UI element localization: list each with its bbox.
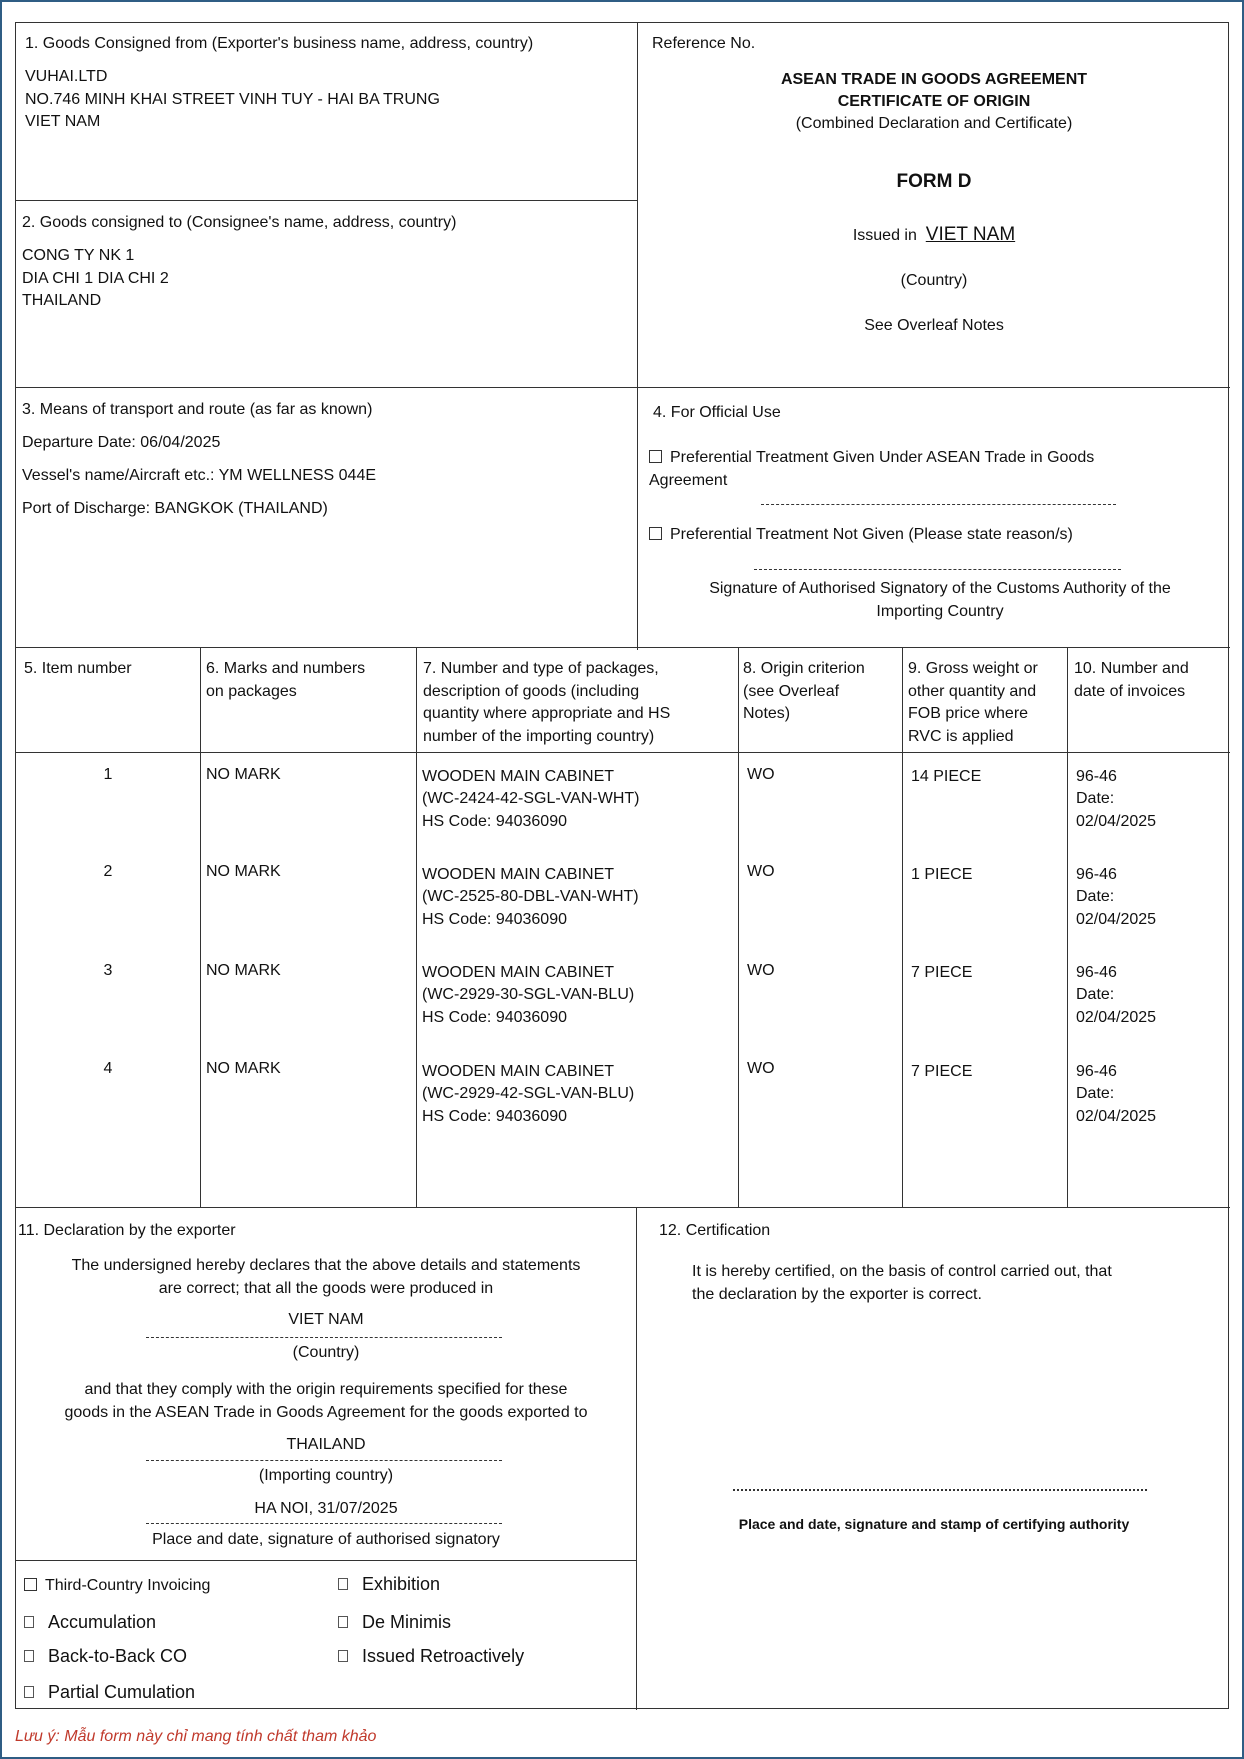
certification-text-1: It is hereby certified, on the basis of control carried out, that [692,1263,1112,1280]
certificate-form [15,22,1229,1709]
col-origin-1: 8. Origin criterion [743,660,865,677]
item-marks: NO MARK [206,766,281,783]
option-third-country-label: Third-Country Invoicing [45,1577,211,1594]
vessel-name: Vessel's name/Aircraft etc.: YM WELLNESS 044E [22,467,377,484]
item-hs: HS Code: 94036090 [422,911,567,928]
treatment-given-text: Preferential Treatment Given Under ASEAN Trade in Goods [670,449,1095,466]
item-desc: WOODEN MAIN CABINET [422,1063,615,1080]
col-invoices-1: 10. Number and [1074,660,1189,677]
item-number: 4 [103,1060,113,1077]
footer-note: Lưu ý: Mẫu form này chỉ mang tính chất tham khảo [15,1728,377,1745]
option-de-minimis[interactable] [338,1611,451,1634]
item-number: 2 [103,863,113,880]
treatment-not-given-text: Preferential Treatment Not Given (Please state reason/s) [670,526,1073,543]
box12-label: 12. Certification [659,1222,771,1239]
treatment-not-given-checkbox[interactable] [649,527,662,540]
item-qty: 1 PIECE [911,866,973,883]
item-desc: WOODEN MAIN CABINET [422,768,615,785]
item-invoice: 96-46 [1076,1063,1117,1080]
col-invoices-2: date of invoices [1074,683,1186,700]
col-marks-1: 6. Marks and numbers [206,660,366,677]
item-hs: HS Code: 94036090 [422,1108,567,1125]
accumulation-checkbox[interactable] [24,1616,34,1628]
item-invoice-date: 02/04/2025 [1076,1009,1157,1026]
item-hs: HS Code: 94036090 [422,813,567,830]
item-invoice-date-label: Date: [1076,790,1115,807]
agreement-title: ASEAN TRADE IN GOODS AGREEMENT [780,71,1088,88]
customs-signature-label: Signature of Authorised Signatory of the Customs Authority of the [709,580,1171,597]
declaration-text-1: The undersigned hereby declares that the above details and statements [71,1257,581,1274]
de-minimis-checkbox[interactable] [338,1616,348,1628]
item-origin: WO [747,1060,775,1077]
option-partial-cumulation[interactable] [24,1681,195,1704]
col-marks-2: on packages [206,683,297,700]
consignee-name: CONG TY NK 1 [22,247,135,264]
option-exhibition[interactable] [338,1573,440,1596]
col-packages-4: number of the importing country) [423,728,655,745]
treatment-given [649,446,1094,469]
col-weight-2: other quantity and [908,683,1037,700]
item-marks: NO MARK [206,962,281,979]
certificate-title: CERTIFICATE OF ORIGIN [837,93,1031,110]
item-qty: 7 PIECE [911,1063,973,1080]
option-partial-cumulation-label: Partial Cumulation [48,1682,196,1702]
consignee-country: THAILAND [22,292,102,309]
col-weight-3: FOB price where [908,705,1029,722]
box11-label: 11. Declaration by the exporter [18,1222,236,1239]
third-country-checkbox[interactable] [24,1578,37,1591]
col-weight-4: RVC is applied [908,728,1014,745]
col-origin-2: (see Overleaf [743,683,840,700]
item-marks: NO MARK [206,863,281,880]
item-qty: 7 PIECE [911,964,973,981]
departure-date: Departure Date: 06/04/2025 [22,434,221,451]
exporter-name: VUHAI.LTD [25,68,108,85]
signatory-caption: Place and date, signature of authorised signatory [152,1531,500,1548]
importing-country-caption: (Importing country) [258,1467,394,1484]
option-de-minimis-label: De Minimis [362,1612,452,1632]
item-origin: WO [747,962,775,979]
consignee-address: DIA CHI 1 DIA CHI 2 [22,270,169,287]
col-packages-3: quantity where appropriate and HS [423,705,671,722]
certification-text-2: the declaration by the exporter is correct. [692,1286,982,1303]
option-back-to-back-label: Back-to-Back CO [48,1646,188,1666]
reference-no: Reference No. [652,35,756,52]
declaration-text-4: goods in the ASEAN Trade in Goods Agreement for the goods exported to [64,1404,588,1421]
form-title: FORM D [896,171,972,192]
item-invoice: 96-46 [1076,964,1117,981]
exhibition-checkbox[interactable] [338,1578,348,1590]
treatment-given-line2: Agreement [649,472,728,489]
col-item-number: 5. Item number [24,660,132,677]
item-code: (WC-2929-30-SGL-VAN-BLU) [422,986,635,1003]
item-code: (WC-2525-80-DBL-VAN-WHT) [422,888,639,905]
item-code: (WC-2929-42-SGL-VAN-BLU) [422,1085,635,1102]
produced-in-country: VIET NAM [288,1311,364,1328]
item-invoice-date: 02/04/2025 [1076,911,1157,928]
item-qty: 14 PIECE [911,768,982,785]
stamp-caption: Place and date, signature and stamp of certifying authority [738,1516,1130,1532]
option-third-country[interactable] [24,1574,210,1597]
customs-signature-label-2: Importing Country [876,603,1004,620]
declaration-text-2: are correct; that all the goods were produced in [158,1280,494,1297]
place-date: HA NOI, 31/07/2025 [254,1500,398,1517]
box3-label: 3. Means of transport and route (as far as known) [22,401,373,418]
col-packages-2: description of goods (including [423,683,640,700]
item-number: 1 [103,766,113,783]
col-packages-1: 7. Number and type of packages, [423,660,659,677]
item-invoice-date-label: Date: [1076,888,1115,905]
partial-cumulation-checkbox[interactable] [24,1686,34,1698]
country-caption: (Country) [292,1344,360,1361]
option-retroactive[interactable] [338,1645,524,1668]
option-back-to-back[interactable] [24,1645,187,1668]
box1-label: 1. Goods Consigned from (Exporter's business name, address, country) [25,35,534,52]
col-origin-3: Notes) [743,705,791,722]
treatment-given-checkbox[interactable] [649,450,662,463]
exporter-address: NO.746 MINH KHAI STREET VINH TUY - HAI BA TRUNG [25,91,440,108]
issued-in [638,223,1230,247]
item-invoice: 96-46 [1076,768,1117,785]
issued-in-label: Issued in [852,227,917,244]
item-origin: WO [747,863,775,880]
item-marks: NO MARK [206,1060,281,1077]
item-invoice-date: 02/04/2025 [1076,1108,1157,1125]
item-code: (WC-2424-42-SGL-VAN-WHT) [422,790,640,807]
box4-label: 4. For Official Use [653,404,781,421]
treatment-not-given [649,523,1073,546]
port-of-discharge: Port of Discharge: BANGKOK (THAILAND) [22,500,328,517]
exporter-country: VIET NAM [25,113,101,130]
col-weight-1: 9. Gross weight or [908,660,1038,677]
item-invoice-date-label: Date: [1076,986,1115,1003]
country-label: (Country) [900,272,968,289]
item-desc: WOODEN MAIN CABINET [422,964,615,981]
option-accumulation[interactable] [24,1611,156,1634]
overleaf-notes: See Overleaf Notes [864,317,1004,334]
box2-label: 2. Goods consigned to (Consignee's name, address, country) [22,214,457,231]
option-accumulation-label: Accumulation [48,1612,157,1632]
item-invoice-date-label: Date: [1076,1085,1115,1102]
item-origin: WO [747,766,775,783]
option-retroactive-label: Issued Retroactively [362,1646,525,1666]
exported-to-country: THAILAND [286,1436,366,1453]
option-exhibition-label: Exhibition [362,1574,441,1594]
item-invoice: 96-46 [1076,866,1117,883]
declaration-text-3: and that they comply with the origin requirements specified for these [84,1381,568,1398]
issued-in-country: VIET NAM [925,224,1016,245]
item-desc: WOODEN MAIN CABINET [422,866,615,883]
item-hs: HS Code: 94036090 [422,1009,567,1026]
item-invoice-date: 02/04/2025 [1076,813,1157,830]
back-to-back-checkbox[interactable] [24,1650,34,1662]
certificate-subtitle: (Combined Declaration and Certificate) [795,115,1073,132]
retroactive-checkbox[interactable] [338,1650,348,1662]
item-number: 3 [103,962,113,979]
